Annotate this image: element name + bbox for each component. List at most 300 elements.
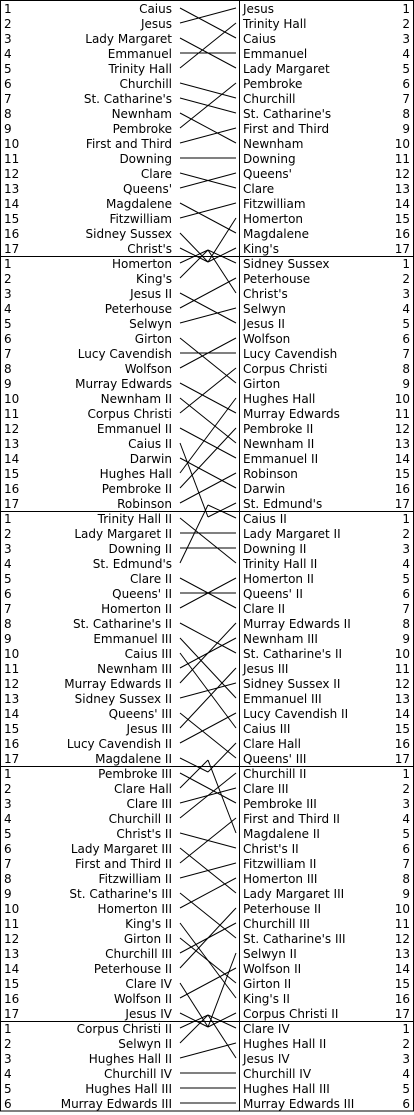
right-crew-name: Clare: [243, 182, 275, 196]
left-position-number: 11: [4, 662, 20, 676]
left-position-number: 12: [4, 167, 20, 181]
right-position-number: 11: [394, 407, 410, 421]
left-crew-name: Clare Hall: [114, 782, 172, 796]
left-crew-name: Caius II: [128, 437, 172, 451]
left-crew-name: Emmanuel II: [96, 422, 172, 436]
left-position-number: 12: [4, 677, 20, 691]
right-position-number: 2: [402, 782, 410, 796]
right-crew-name: Jesus III: [243, 662, 289, 676]
left-position-number: 11: [4, 917, 20, 931]
left-position-number: 3: [4, 287, 12, 301]
left-crew-name: Corpus Christi: [87, 407, 172, 421]
left-crew-name: King's: [136, 272, 172, 286]
left-crew-name: St. Catharine's II: [72, 617, 172, 631]
right-crew-name: Clare Hall: [243, 737, 301, 751]
right-crew-name: Robinson: [243, 467, 298, 481]
right-position-number: 14: [394, 707, 410, 721]
right-crew-name: Lady Margaret: [243, 62, 330, 76]
right-crew-name: Wolfson: [243, 332, 291, 346]
right-crew-name: Murray Edwards II: [243, 617, 351, 631]
left-position-number: 10: [4, 647, 20, 661]
right-crew-name: St. Catharine's II: [243, 647, 343, 661]
right-crew-name: Queens' III: [243, 752, 307, 766]
left-crew-name: Murray Edwards: [75, 377, 172, 391]
right-crew-name: Downing II: [243, 542, 307, 556]
position-change-line: [180, 8, 236, 23]
left-position-number: 2: [4, 782, 12, 796]
position-change-line: [180, 623, 236, 653]
position-change-line: [180, 518, 236, 563]
left-position-number: 3: [4, 32, 12, 46]
right-position-number: 6: [402, 77, 410, 91]
left-crew-name: Queens' III: [108, 707, 172, 721]
left-position-number: 2: [4, 1037, 12, 1051]
left-position-number: 17: [4, 497, 20, 511]
position-change-line: [180, 668, 236, 728]
position-change-line: [180, 683, 236, 698]
right-crew-name: Emmanuel III: [243, 692, 322, 706]
right-position-number: 3: [402, 287, 410, 301]
right-position-number: 9: [402, 122, 410, 136]
left-position-number: 13: [4, 182, 20, 196]
right-position-number: 13: [394, 692, 410, 706]
right-position-number: 8: [402, 617, 410, 631]
right-crew-name: Jesus IV: [243, 1052, 290, 1066]
position-change-line: [180, 128, 236, 143]
right-position-number: 12: [394, 677, 410, 691]
left-crew-name: Murray Edwards II: [64, 677, 172, 691]
left-position-number: 12: [4, 932, 20, 946]
left-position-number: 2: [4, 17, 12, 31]
right-crew-name: Lady Margaret III: [243, 887, 345, 901]
right-crew-name: Murray Edwards: [243, 407, 340, 421]
left-position-number: 6: [4, 842, 12, 856]
left-position-number: 9: [4, 632, 12, 646]
position-change-line: [180, 968, 236, 998]
right-crew-name: Murray Edwards III: [243, 1097, 355, 1111]
position-change-line: [180, 713, 236, 743]
position-change-line: [180, 908, 236, 968]
left-position-number: 14: [4, 197, 20, 211]
left-crew-name: Newnham III: [97, 662, 172, 676]
right-crew-name: Churchill II: [243, 767, 307, 781]
right-position-number: 6: [402, 1097, 410, 1111]
right-crew-name: Selwyn: [243, 302, 286, 316]
right-crew-name: Queens': [243, 167, 292, 181]
left-crew-name: Caius III: [124, 647, 172, 661]
position-change-line: [180, 8, 236, 38]
right-position-number: 1: [402, 512, 410, 526]
right-position-number: 11: [394, 662, 410, 676]
right-position-number: 16: [394, 992, 410, 1006]
left-crew-name: Clare II: [129, 572, 172, 586]
left-crew-name: Wolfson: [124, 362, 172, 376]
position-change-line: [180, 203, 236, 218]
left-position-number: 1: [4, 2, 12, 16]
left-crew-name: St. Catharine's: [83, 92, 172, 106]
left-crew-name: Lucy Cavendish: [77, 347, 172, 361]
right-crew-name: Churchill: [243, 92, 296, 106]
right-position-number: 3: [402, 32, 410, 46]
right-position-number: 9: [402, 377, 410, 391]
right-crew-name: King's II: [243, 992, 290, 1006]
right-position-number: 6: [402, 842, 410, 856]
left-crew-name: Lady Margaret II: [74, 527, 172, 541]
left-position-number: 5: [4, 62, 12, 76]
left-crew-name: Magdalene II: [95, 752, 172, 766]
right-position-number: 7: [402, 602, 410, 616]
left-crew-name: Emmanuel III: [93, 632, 172, 646]
left-position-number: 15: [4, 467, 20, 481]
right-position-number: 14: [394, 962, 410, 976]
right-position-number: 12: [394, 167, 410, 181]
right-crew-name: Sidney Sussex: [243, 257, 330, 271]
right-crew-name: First and Third II: [243, 812, 340, 826]
left-position-number: 5: [4, 317, 12, 331]
right-crew-name: Corpus Christi: [243, 362, 328, 376]
right-crew-name: Homerton II: [243, 572, 314, 586]
left-position-number: 5: [4, 572, 12, 586]
left-position-number: 15: [4, 977, 20, 991]
left-crew-name: Queens': [123, 182, 172, 196]
right-position-number: 17: [394, 497, 410, 511]
right-position-number: 17: [394, 1007, 410, 1021]
right-crew-name: Magdalene II: [243, 827, 320, 841]
left-crew-name: Sidney Sussex: [85, 227, 172, 241]
left-position-number: 15: [4, 212, 20, 226]
right-position-number: 5: [402, 827, 410, 841]
left-position-number: 13: [4, 692, 20, 706]
left-crew-name: St. Catharine's III: [69, 887, 172, 901]
right-position-number: 2: [402, 17, 410, 31]
right-position-number: 6: [402, 587, 410, 601]
left-crew-name: Fitzwilliam II: [98, 872, 172, 886]
left-position-number: 2: [4, 527, 12, 541]
left-crew-name: Homerton: [111, 257, 172, 271]
right-crew-name: Emmanuel: [243, 47, 308, 61]
right-position-number: 13: [394, 437, 410, 451]
left-position-number: 10: [4, 392, 20, 406]
left-position-number: 10: [4, 902, 20, 916]
left-position-number: 13: [4, 437, 20, 451]
right-crew-name: Fitzwilliam II: [243, 857, 317, 871]
right-crew-name: Darwin: [243, 482, 286, 496]
right-crew-name: Sidney Sussex II: [243, 677, 341, 691]
left-crew-name: Jesus II: [130, 287, 172, 301]
left-position-number: 16: [4, 992, 20, 1006]
left-position-number: 16: [4, 227, 20, 241]
position-change-line: [180, 893, 236, 938]
left-crew-name: Jesus: [140, 17, 172, 31]
position-change-line: [180, 203, 236, 233]
left-crew-name: Selwyn: [129, 317, 172, 331]
left-crew-name: Newnham II: [100, 392, 172, 406]
right-crew-name: Hughes Hall III: [243, 1082, 330, 1096]
right-crew-name: Clare II: [243, 602, 286, 616]
left-position-number: 9: [4, 887, 12, 901]
right-crew-name: Magdalene: [243, 227, 309, 241]
left-crew-name: Robinson: [117, 497, 172, 511]
right-crew-name: Caius III: [243, 722, 291, 736]
left-crew-name: Jesus IV: [125, 1007, 172, 1021]
left-crew-name: Christ's: [127, 242, 172, 256]
left-crew-name: Peterhouse: [104, 302, 172, 316]
position-change-line: [180, 113, 236, 143]
right-crew-name: Fitzwilliam: [243, 197, 306, 211]
right-crew-name: St. Edmund's: [243, 497, 323, 511]
left-position-number: 11: [4, 152, 20, 166]
right-position-number: 11: [394, 917, 410, 931]
right-crew-name: Lady Margaret II: [243, 527, 341, 541]
left-crew-name: Queens' II: [112, 587, 172, 601]
right-position-number: 15: [394, 212, 410, 226]
right-crew-name: St. Catharine's III: [243, 932, 346, 946]
left-crew-name: Hughes Hall II: [88, 1052, 172, 1066]
right-position-number: 5: [402, 572, 410, 586]
left-position-number: 7: [4, 857, 12, 871]
right-position-number: 17: [394, 752, 410, 766]
left-position-number: 6: [4, 587, 12, 601]
right-crew-name: Churchill III: [243, 917, 310, 931]
right-position-number: 14: [394, 197, 410, 211]
left-crew-name: Caius: [139, 2, 172, 16]
left-position-number: 17: [4, 242, 20, 256]
right-position-number: 7: [402, 92, 410, 106]
position-change-line: [180, 623, 236, 683]
position-change-line: [180, 338, 236, 383]
left-position-number: 2: [4, 272, 12, 286]
right-position-number: 1: [402, 767, 410, 781]
right-crew-name: Corpus Christi II: [243, 1007, 339, 1021]
left-crew-name: Girton: [134, 332, 172, 346]
right-crew-name: Clare III: [243, 782, 289, 796]
right-crew-name: Newnham II: [243, 437, 315, 451]
left-crew-name: First and Third II: [75, 857, 172, 871]
left-crew-name: Darwin: [129, 452, 172, 466]
right-position-number: 16: [394, 227, 410, 241]
position-change-line: [180, 233, 208, 262]
position-change-line: [180, 428, 236, 488]
left-crew-name: Hughes Hall: [99, 467, 172, 481]
right-position-number: 7: [402, 857, 410, 871]
right-position-number: 11: [394, 152, 410, 166]
left-position-number: 9: [4, 377, 12, 391]
left-position-number: 7: [4, 92, 12, 106]
position-change-line: [180, 878, 236, 908]
left-position-number: 17: [4, 1007, 20, 1021]
left-crew-name: Fitzwilliam: [109, 212, 172, 226]
left-crew-name: Jesus III: [126, 722, 172, 736]
left-crew-name: Hughes Hall III: [85, 1082, 172, 1096]
left-position-number: 3: [4, 542, 12, 556]
left-position-number: 12: [4, 422, 20, 436]
right-crew-name: Pembroke: [243, 77, 303, 91]
left-position-number: 5: [4, 827, 12, 841]
left-position-number: 1: [4, 512, 12, 526]
left-crew-name: First and Third: [85, 137, 172, 151]
left-crew-name: Downing II: [108, 542, 172, 556]
right-position-number: 5: [402, 62, 410, 76]
right-position-number: 5: [402, 1082, 410, 1096]
left-position-number: 3: [4, 797, 12, 811]
right-position-number: 13: [394, 182, 410, 196]
left-crew-name: Churchill III: [105, 947, 172, 961]
right-crew-name: Jesus II: [243, 317, 285, 331]
right-position-number: 13: [394, 947, 410, 961]
left-crew-name: Trinity Hall II: [97, 512, 172, 526]
right-crew-name: Trinity Hall II: [243, 557, 318, 571]
right-crew-name: Clare IV: [243, 1022, 290, 1036]
right-crew-name: Churchill IV: [243, 1067, 312, 1081]
left-position-number: 1: [4, 1022, 12, 1036]
left-crew-name: Homerton III: [97, 902, 172, 916]
position-change-line: [180, 428, 236, 458]
position-change-line: [180, 1015, 208, 1043]
right-position-number: 10: [394, 392, 410, 406]
left-position-number: 5: [4, 1082, 12, 1096]
left-crew-name: Churchill: [119, 77, 172, 91]
right-position-number: 4: [402, 1067, 410, 1081]
right-crew-name: Downing: [243, 152, 296, 166]
left-position-number: 4: [4, 1067, 12, 1081]
right-position-number: 1: [402, 2, 410, 16]
left-position-number: 8: [4, 617, 12, 631]
left-crew-name: Girton II: [123, 932, 172, 946]
left-crew-name: King's II: [125, 917, 172, 931]
left-crew-name: Christ's II: [116, 827, 172, 841]
left-crew-name: Pembroke: [112, 122, 172, 136]
right-crew-name: Girton II: [243, 977, 292, 991]
left-position-number: 14: [4, 452, 20, 466]
right-position-number: 7: [402, 347, 410, 361]
position-change-line: [180, 773, 236, 803]
left-crew-name: Churchill IV: [103, 1067, 172, 1081]
right-crew-name: Christ's II: [243, 842, 299, 856]
position-change-line: [180, 250, 208, 278]
right-position-number: 3: [402, 1052, 410, 1066]
right-position-number: 2: [402, 527, 410, 541]
right-crew-name: Girton: [243, 377, 281, 391]
right-position-number: 15: [394, 467, 410, 481]
left-crew-name: Emmanuel: [107, 47, 172, 61]
position-change-line: [180, 505, 208, 563]
right-position-number: 1: [402, 257, 410, 271]
left-position-number: 10: [4, 137, 20, 151]
right-crew-name: Queens' II: [243, 587, 303, 601]
position-change-line: [180, 368, 236, 413]
left-crew-name: Homerton II: [101, 602, 172, 616]
left-position-number: 4: [4, 557, 12, 571]
right-position-number: 5: [402, 317, 410, 331]
right-position-number: 12: [394, 932, 410, 946]
right-crew-name: Homerton: [243, 212, 304, 226]
left-position-number: 15: [4, 722, 20, 736]
right-position-number: 1: [402, 1022, 410, 1036]
right-crew-name: Newnham: [243, 137, 304, 151]
right-position-number: 4: [402, 557, 410, 571]
left-crew-name: Churchill II: [108, 812, 172, 826]
right-crew-name: Caius II: [243, 512, 287, 526]
position-change-line: [180, 248, 208, 262]
left-crew-name: Magdalene: [106, 197, 172, 211]
position-change-line: [180, 638, 236, 698]
left-position-number: 16: [4, 737, 20, 751]
left-crew-name: Clare III: [126, 797, 172, 811]
left-crew-name: St. Edmund's: [92, 557, 172, 571]
right-crew-name: Lucy Cavendish: [243, 347, 338, 361]
right-position-number: 10: [394, 647, 410, 661]
left-position-number: 14: [4, 962, 20, 976]
right-position-number: 16: [394, 737, 410, 751]
position-change-line: [180, 473, 236, 503]
right-position-number: 8: [402, 362, 410, 376]
left-position-number: 6: [4, 77, 12, 91]
right-position-number: 8: [402, 872, 410, 886]
right-position-number: 12: [394, 422, 410, 436]
right-position-number: 6: [402, 332, 410, 346]
left-position-number: 4: [4, 812, 12, 826]
right-position-number: 8: [402, 107, 410, 121]
right-position-number: 10: [394, 902, 410, 916]
right-crew-name: Caius: [243, 32, 276, 46]
left-position-number: 1: [4, 257, 12, 271]
right-position-number: 10: [394, 137, 410, 151]
left-crew-name: Trinity Hall: [108, 62, 172, 76]
right-position-number: 9: [402, 887, 410, 901]
position-change-line: [180, 23, 236, 68]
right-crew-name: Lucy Cavendish II: [243, 707, 349, 721]
left-position-number: 4: [4, 302, 12, 316]
left-position-number: 9: [4, 122, 12, 136]
left-position-number: 11: [4, 407, 20, 421]
chart-frame: [1, 1, 414, 1112]
position-change-line: [208, 760, 236, 833]
right-position-number: 3: [402, 797, 410, 811]
left-position-number: 8: [4, 872, 12, 886]
position-change-line: [180, 758, 208, 772]
left-crew-name: Pembroke III: [98, 767, 172, 781]
left-position-number: 17: [4, 752, 20, 766]
left-crew-name: Newnham: [111, 107, 172, 121]
left-crew-name: Sidney Sussex II: [74, 692, 172, 706]
right-crew-name: Peterhouse II: [243, 902, 322, 916]
left-position-number: 4: [4, 47, 12, 61]
left-crew-name: Lucy Cavendish II: [66, 737, 172, 751]
right-crew-name: First and Third: [243, 122, 330, 136]
position-change-line: [180, 83, 236, 128]
left-crew-name: Lady Margaret III: [70, 842, 172, 856]
right-crew-name: Homerton III: [243, 872, 318, 886]
position-change-line: [180, 293, 236, 323]
position-change-line: [180, 278, 236, 308]
left-position-number: 6: [4, 332, 12, 346]
right-position-number: 9: [402, 632, 410, 646]
position-change-line: [180, 818, 236, 863]
left-position-number: 13: [4, 947, 20, 961]
left-crew-name: Murray Edwards III: [60, 1097, 172, 1111]
position-change-line: [180, 760, 208, 788]
right-position-number: 4: [402, 302, 410, 316]
left-crew-name: Downing: [119, 152, 172, 166]
right-position-number: 2: [402, 272, 410, 286]
right-crew-name: Pembroke II: [243, 422, 314, 436]
left-crew-name: Wolfson II: [113, 992, 172, 1006]
left-position-number: 8: [4, 107, 12, 121]
right-position-number: 16: [394, 482, 410, 496]
right-position-number: 2: [402, 1037, 410, 1051]
right-crew-name: Christ's: [243, 287, 288, 301]
right-crew-name: Trinity Hall: [243, 17, 307, 31]
